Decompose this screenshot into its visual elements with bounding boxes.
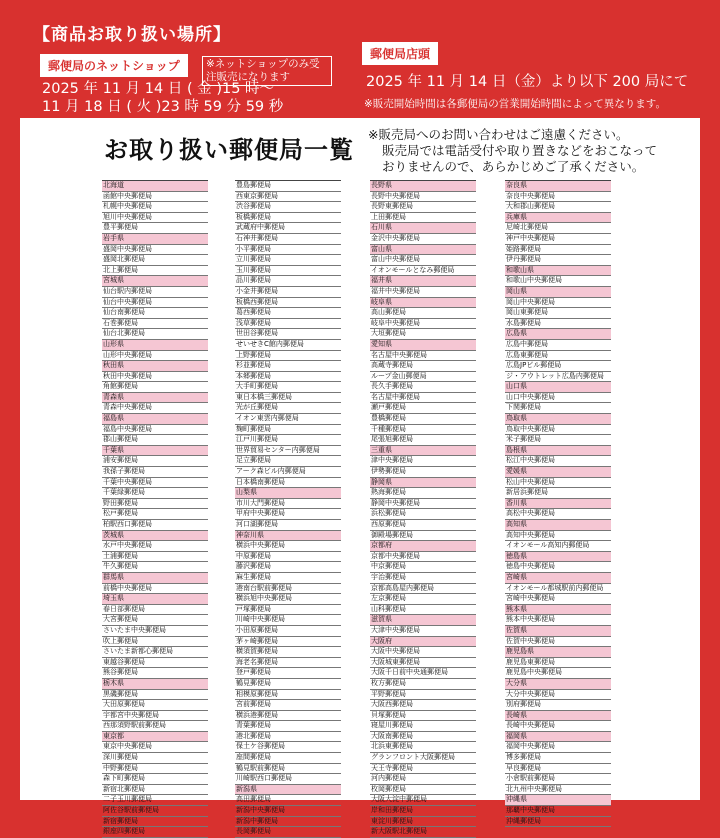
- post-office-row: 金沢中央郵便局: [370, 234, 476, 245]
- post-office-row: 貝塚郵便局: [370, 711, 476, 722]
- post-office-row: 河内郵便局: [370, 774, 476, 785]
- post-office-row: 平野郵便局: [370, 690, 476, 701]
- post-office-row: 西原郵便局: [370, 520, 476, 531]
- post-office-row: 前橋中央郵便局: [102, 584, 208, 595]
- post-office-row: 藤沢郵便局: [235, 562, 341, 573]
- post-office-row: 枚岡郵便局: [370, 785, 476, 796]
- post-office-row: 立川郵便局: [235, 255, 341, 266]
- post-office-row: 姫路郵便局: [505, 245, 611, 256]
- post-office-row: 浦安郵便局: [102, 456, 208, 467]
- office-column-3: [370, 180, 476, 838]
- post-office-row: 宮前郵便局: [235, 700, 341, 711]
- notice-line-1: ※販売局へのお問い合わせはご遠慮ください。: [368, 127, 629, 142]
- post-office-row: 甲府中央郵便局: [235, 509, 341, 520]
- post-office-row: さいたま新都心郵便局: [102, 647, 208, 658]
- post-office-row: 山科郵便局: [370, 605, 476, 616]
- prefecture-header: 香川県: [505, 499, 611, 510]
- post-office-row: 大分中央郵便局: [505, 690, 611, 701]
- post-office-row: 武蔵府中郵便局: [235, 223, 341, 234]
- post-office-row: 本郷郵便局: [235, 372, 341, 383]
- post-office-row: 松戸郵便局: [102, 509, 208, 520]
- online-period-line2: 11 月 18 日 ( 火 )23 時 59 分 59 秒: [42, 99, 284, 115]
- post-office-row: 水戸中央郵便局: [102, 541, 208, 552]
- post-office-row: 松山中央郵便局: [505, 478, 611, 489]
- prefecture-header: 京都府: [370, 541, 476, 552]
- prefecture-header: 長野県: [370, 181, 476, 192]
- post-office-row: 盛岡北郵便局: [102, 255, 208, 266]
- post-office-row: 沖縄郵便局: [505, 817, 611, 828]
- post-office-row: 大阪南郵便局: [370, 732, 476, 743]
- store-label: 郵便局店頭: [362, 42, 438, 65]
- prefecture-header: 山梨県: [235, 488, 341, 499]
- post-office-row: 高田郵便局: [235, 795, 341, 806]
- post-office-row: 東日本橋三郵便局: [235, 393, 341, 404]
- post-office-row: 保土ケ谷郵便局: [235, 742, 341, 753]
- post-office-row: 尾張旭郵便局: [370, 435, 476, 446]
- post-office-row: 那覇中央郵便局: [505, 806, 611, 817]
- post-office-row: 小金井郵便局: [235, 287, 341, 298]
- post-office-row: 鹿児島中央郵便局: [505, 668, 611, 679]
- post-office-row: 玉川郵便局: [235, 266, 341, 277]
- post-office-row: 京都高島屋内郵便局: [370, 584, 476, 595]
- post-office-row: グランフロント大阪郵便局: [370, 753, 476, 764]
- post-office-row: 大津中央郵便局: [370, 626, 476, 637]
- post-office-row: 小田原郵便局: [235, 626, 341, 637]
- page-title: お取り扱い郵便局一覧: [104, 136, 354, 164]
- post-office-row: 福井中央郵便局: [370, 287, 476, 298]
- prefecture-header: 埼玉県: [102, 594, 208, 605]
- post-office-row: イオン東雲内郵便局: [235, 414, 341, 425]
- prefecture-header: 和歌山県: [505, 266, 611, 277]
- post-office-row: 牛久郵便局: [102, 562, 208, 573]
- prefecture-header: 山口県: [505, 382, 611, 393]
- post-office-row: 麹町郵便局: [235, 425, 341, 436]
- prefecture-header: 沖縄県: [505, 795, 611, 806]
- post-office-row: 長野中央郵便局: [370, 192, 476, 203]
- post-office-row: 新潟中郵便局: [235, 817, 341, 828]
- post-office-row: 新宿郵便局: [102, 817, 208, 828]
- post-office-row: 品川郵便局: [235, 276, 341, 287]
- post-office-row: 市川大門郵便局: [235, 499, 341, 510]
- post-office-row: 高蔵寺郵便局: [370, 361, 476, 372]
- post-office-row: 戸塚郵便局: [235, 605, 341, 616]
- post-office-row: 名古屋中郵便局: [370, 393, 476, 404]
- post-office-row: 登戸郵便局: [235, 668, 341, 679]
- post-office-row: 札幌中央郵便局: [102, 202, 208, 213]
- post-office-row: 仙台北郵便局: [102, 329, 208, 340]
- post-office-row: 中京郵便局: [370, 562, 476, 573]
- prefecture-header: 岡山県: [505, 287, 611, 298]
- post-office-row: 柏駅西口郵便局: [102, 520, 208, 531]
- post-office-row: 青葉郵便局: [235, 721, 341, 732]
- post-office-row: 麻生郵便局: [235, 573, 341, 584]
- post-office-row: 長久手郵便局: [370, 382, 476, 393]
- prefecture-header: 愛媛県: [505, 467, 611, 478]
- post-office-row: 上野郵便局: [235, 351, 341, 362]
- prefecture-header: 鹿児島県: [505, 647, 611, 658]
- prefecture-header: 愛知県: [370, 340, 476, 351]
- post-office-row: 大田原郵便局: [102, 700, 208, 711]
- post-office-row: 豊平郵便局: [102, 223, 208, 234]
- post-office-row: 東越谷郵便局: [102, 658, 208, 669]
- post-office-row: 左京郵便局: [370, 594, 476, 605]
- post-office-row: 横浜港郵便局: [235, 711, 341, 722]
- prefecture-header: 宮崎県: [505, 573, 611, 584]
- post-office-row: 広島JPビル郵便局: [505, 361, 611, 372]
- post-office-row: 岐阜中央郵便局: [370, 319, 476, 330]
- online-period-line1: 2025 年 11 月 14 日 ( 金 )15 時～: [42, 81, 275, 97]
- post-office-row: 北上郵便局: [102, 266, 208, 277]
- prefecture-header: 三重県: [370, 446, 476, 457]
- post-office-row: 上田郵便局: [370, 213, 476, 224]
- post-office-row: 秋田中央郵便局: [102, 372, 208, 383]
- prefecture-header: 鳥取県: [505, 414, 611, 425]
- post-office-row: 静岡中央郵便局: [370, 499, 476, 510]
- post-office-row: 横浜中央郵便局: [235, 541, 341, 552]
- post-office-row: イオンモール高知内郵便局: [505, 541, 611, 552]
- post-office-row: 西東京郵便局: [235, 192, 341, 203]
- post-office-row: 世田谷郵便局: [235, 329, 341, 340]
- post-office-row: 横浜旭中央郵便局: [235, 594, 341, 605]
- post-office-row: 中野郵便局: [102, 764, 208, 775]
- post-office-row: 天王寺郵便局: [370, 764, 476, 775]
- post-office-row: 岡山東郵便局: [505, 308, 611, 319]
- post-office-list-panel: [20, 118, 700, 836]
- prefecture-header: 広島県: [505, 329, 611, 340]
- prefecture-header: 岩手県: [102, 234, 208, 245]
- post-office-row: 福岡中央郵便局: [505, 742, 611, 753]
- prefecture-header: 群馬県: [102, 573, 208, 584]
- post-office-row: 野田郵便局: [102, 499, 208, 510]
- post-office-row: 足立郵便局: [235, 456, 341, 467]
- post-office-row: 津中央郵便局: [370, 456, 476, 467]
- notice: [368, 127, 657, 175]
- post-office-row: 瀬戸郵便局: [370, 403, 476, 414]
- post-office-row: 我孫子郵便局: [102, 467, 208, 478]
- post-office-row: 長野東郵便局: [370, 202, 476, 213]
- post-office-row: 福島中央郵便局: [102, 425, 208, 436]
- post-office-row: 別府郵便局: [505, 700, 611, 711]
- post-office-row: 新大阪駅北郵便局: [370, 827, 476, 838]
- post-office-row: 熱海郵便局: [370, 488, 476, 499]
- post-office-row: 仙台南郵便局: [102, 308, 208, 319]
- post-office-row: 函館中央郵便局: [102, 192, 208, 203]
- post-office-row: 寝屋川郵便局: [370, 721, 476, 732]
- post-office-row: 石巻郵便局: [102, 319, 208, 330]
- post-office-row: 豊橋郵便局: [370, 414, 476, 425]
- post-office-row: 旭川中央郵便局: [102, 213, 208, 224]
- post-office-row: イオンモール都城駅前内郵便局: [505, 584, 611, 595]
- prefecture-header: 福島県: [102, 414, 208, 425]
- post-office-row: 仙台中央郵便局: [102, 298, 208, 309]
- post-office-row: 徳島中央郵便局: [505, 562, 611, 573]
- prefecture-header: 千葉県: [102, 446, 208, 457]
- post-office-row: 茅ヶ崎郵便局: [235, 637, 341, 648]
- post-office-row: 杉並郵便局: [235, 361, 341, 372]
- post-office-row: 仙台駅内郵便局: [102, 287, 208, 298]
- prefecture-header: 滋賀県: [370, 615, 476, 626]
- notice-line-2: 販売局では電話受付や取り置きなどをおこなって: [382, 143, 658, 158]
- post-office-row: 相模原郵便局: [235, 690, 341, 701]
- post-office-row: 岸和田郵便局: [370, 806, 476, 817]
- prefecture-header: 宮城県: [102, 276, 208, 287]
- post-office-row: 大阪大淀中郵便局: [370, 795, 476, 806]
- post-office-row: 座間郵便局: [235, 753, 341, 764]
- post-office-row: 千種郵便局: [370, 425, 476, 436]
- post-office-row: 大和郡山郵便局: [505, 202, 611, 213]
- office-column-1: [102, 180, 208, 838]
- post-office-row: 川崎中央郵便局: [235, 615, 341, 626]
- post-office-row: 河口湖郵便局: [235, 520, 341, 531]
- post-office-row: 和歌山中央郵便局: [505, 276, 611, 287]
- post-office-row: 盛岡中央郵便局: [102, 245, 208, 256]
- prefecture-header: 福岡県: [505, 732, 611, 743]
- post-office-row: 水島郵便局: [505, 319, 611, 330]
- post-office-row: 長岡郵便局: [235, 827, 341, 838]
- prefecture-header: 大分県: [505, 679, 611, 690]
- post-office-row: 伊丹郵便局: [505, 255, 611, 266]
- prefecture-header: 佐賀県: [505, 626, 611, 637]
- post-office-row: 富山中央郵便局: [370, 255, 476, 266]
- post-office-row: 西那須野駅前郵便局: [102, 721, 208, 732]
- prefecture-header: 東京都: [102, 732, 208, 743]
- post-office-row: 阿佐谷駅前郵便局: [102, 806, 208, 817]
- post-office-row: 小倉駅前郵便局: [505, 774, 611, 785]
- prefecture-header: 兵庫県: [505, 213, 611, 224]
- office-column-4: [505, 180, 611, 827]
- post-office-row: 海老名郵便局: [235, 658, 341, 669]
- post-office-row: 板橋西郵便局: [235, 298, 341, 309]
- store-note: ※販売開始時間は各郵便局の営業開始時間によって異なります。: [364, 98, 666, 110]
- post-office-row: 広島中郵便局: [505, 340, 611, 351]
- post-office-row: 青森中央郵便局: [102, 403, 208, 414]
- prefecture-header: 石川県: [370, 223, 476, 234]
- post-office-row: 高知中央郵便局: [505, 531, 611, 542]
- post-office-row: 角館郵便局: [102, 382, 208, 393]
- post-office-row: アーク森ビル内郵便局: [235, 467, 341, 478]
- post-office-row: ループ金山郵便局: [370, 372, 476, 383]
- prefecture-header: 徳島県: [505, 552, 611, 563]
- post-office-row: 枚方郵便局: [370, 679, 476, 690]
- post-office-row: 鶴見郵便局: [235, 679, 341, 690]
- post-office-row: 銀座四郵便局: [102, 827, 208, 838]
- post-office-row: 葛西郵便局: [235, 308, 341, 319]
- post-office-row: 吹上郵便局: [102, 637, 208, 648]
- post-office-row: 森下町郵便局: [102, 774, 208, 785]
- post-office-row: 大阪千日前中央通郵便局: [370, 668, 476, 679]
- prefecture-header: 新潟県: [235, 785, 341, 796]
- post-office-row: 大手町郵便局: [235, 382, 341, 393]
- post-office-row: 浜松郵便局: [370, 509, 476, 520]
- post-office-row: 高松中央郵便局: [505, 509, 611, 520]
- post-office-row: 渋谷郵便局: [235, 202, 341, 213]
- prefecture-header: 山形県: [102, 340, 208, 351]
- online-shop-label: 郵便局のネットショップ: [40, 54, 188, 77]
- post-office-row: 熊谷郵便局: [102, 668, 208, 679]
- post-office-row: ジ・アウトレット広島内郵便局: [505, 372, 611, 383]
- prefecture-header: 大阪府: [370, 637, 476, 648]
- post-office-row: 石神井郵便局: [235, 234, 341, 245]
- prefecture-header: 福井県: [370, 276, 476, 287]
- post-office-row: 米子郵便局: [505, 435, 611, 446]
- post-office-row: 二子玉川郵便局: [102, 795, 208, 806]
- post-office-row: 北浜東郵便局: [370, 742, 476, 753]
- post-office-row: 大阪城東郵便局: [370, 658, 476, 669]
- prefecture-header: 北海道: [102, 181, 208, 192]
- post-office-row: 鳥取中央郵便局: [505, 425, 611, 436]
- post-office-row: 熊本中央郵便局: [505, 615, 611, 626]
- post-office-row: 松江中央郵便局: [505, 456, 611, 467]
- post-office-row: さいたま中央郵便局: [102, 626, 208, 637]
- post-office-row: 大宮郵便局: [102, 615, 208, 626]
- post-office-row: 新宿北郵便局: [102, 785, 208, 796]
- post-office-row: 土浦郵便局: [102, 552, 208, 563]
- post-office-row: 浅草郵便局: [235, 319, 341, 330]
- prefecture-header: 富山県: [370, 245, 476, 256]
- prefecture-header: 高知県: [505, 520, 611, 531]
- post-office-row: 長崎中央郵便局: [505, 721, 611, 732]
- post-office-row: 博多郵便局: [505, 753, 611, 764]
- section-title: 【商品お取り扱い場所】: [33, 25, 231, 45]
- post-office-row: 山口中央郵便局: [505, 393, 611, 404]
- post-office-row: 黒磯郵便局: [102, 690, 208, 701]
- prefecture-header: 奈良県: [505, 181, 611, 192]
- post-office-row: 下関郵便局: [505, 403, 611, 414]
- post-office-row: 宇都宮中央郵便局: [102, 711, 208, 722]
- prefecture-header: 岐阜県: [370, 298, 476, 309]
- online-shop-note: ※ネットショップのみ受注販売になります: [202, 56, 332, 86]
- prefecture-header: 茨城県: [102, 531, 208, 542]
- post-office-row: 宮崎中央郵便局: [505, 594, 611, 605]
- post-office-row: 横須賀郵便局: [235, 647, 341, 658]
- post-office-row: 深川郵便局: [102, 753, 208, 764]
- post-office-row: 宇治郵便局: [370, 573, 476, 584]
- post-office-row: 伊勢郵便局: [370, 467, 476, 478]
- post-office-row: 京都中央郵便局: [370, 552, 476, 563]
- post-office-row: 早良郵便局: [505, 764, 611, 775]
- prefecture-header: 神奈川県: [235, 531, 341, 542]
- post-office-row: 尼崎北郵便局: [505, 223, 611, 234]
- post-office-row: 港北郵便局: [235, 732, 341, 743]
- post-office-row: 北九州中央郵便局: [505, 785, 611, 796]
- prefecture-header: 静岡県: [370, 478, 476, 489]
- post-office-row: 中原郵便局: [235, 552, 341, 563]
- post-office-row: 郡山郵便局: [102, 435, 208, 446]
- prefecture-header: 秋田県: [102, 361, 208, 372]
- post-office-row: 板橋郵便局: [235, 213, 341, 224]
- store-period: 2025 年 11 月 14 日（金）より以下 200 局にて: [366, 74, 689, 90]
- post-office-row: 広島東郵便局: [505, 351, 611, 362]
- post-office-row: 千葉中央郵便局: [102, 478, 208, 489]
- office-column-2: [235, 180, 341, 838]
- post-office-row: 名古屋中央郵便局: [370, 351, 476, 362]
- post-office-row: 港南台駅前郵便局: [235, 584, 341, 595]
- post-office-row: せいせきC館内郵便局: [235, 340, 341, 351]
- post-office-row: 神戸中央郵便局: [505, 234, 611, 245]
- post-office-row: 世界貿易センター内郵便局: [235, 446, 341, 457]
- post-office-row: 大阪西郵便局: [370, 700, 476, 711]
- post-office-row: 春日部郵便局: [102, 605, 208, 616]
- prefecture-header: 青森県: [102, 393, 208, 404]
- post-office-row: 江戸川郵便局: [235, 435, 341, 446]
- post-office-row: 豊島郵便局: [235, 181, 341, 192]
- post-office-row: 東京中央郵便局: [102, 742, 208, 753]
- post-office-row: 日本橋南郵便局: [235, 478, 341, 489]
- post-office-row: 川崎駅西口郵便局: [235, 774, 341, 785]
- post-office-row: 佐賀中央郵便局: [505, 637, 611, 648]
- post-office-row: 東淀川郵便局: [370, 817, 476, 828]
- post-office-row: 御殿場郵便局: [370, 531, 476, 542]
- post-office-row: 岡山中央郵便局: [505, 298, 611, 309]
- post-office-row: イオンモールとなみ郵便局: [370, 266, 476, 277]
- post-office-row: 高山郵便局: [370, 308, 476, 319]
- post-office-row: 新潟中央郵便局: [235, 806, 341, 817]
- post-office-row: 鶴見駅前郵便局: [235, 764, 341, 775]
- prefecture-header: 熊本県: [505, 605, 611, 616]
- prefecture-header: 島根県: [505, 446, 611, 457]
- post-office-row: 大阪中央郵便局: [370, 647, 476, 658]
- post-office-row: 新居浜郵便局: [505, 488, 611, 499]
- post-office-row: 小平郵便局: [235, 245, 341, 256]
- post-office-row: 山形中央郵便局: [102, 351, 208, 362]
- post-office-row: 奈良中央郵便局: [505, 192, 611, 203]
- post-office-row: 千葉緑郵便局: [102, 488, 208, 499]
- notice-line-3: おりませんので、あらかじめご了承ください。: [382, 159, 645, 174]
- prefecture-header: 栃木県: [102, 679, 208, 690]
- post-office-row: 大垣郵便局: [370, 329, 476, 340]
- post-office-row: 光が丘郵便局: [235, 403, 341, 414]
- prefecture-header: 長崎県: [505, 711, 611, 722]
- post-office-row: 鹿児島東郵便局: [505, 658, 611, 669]
